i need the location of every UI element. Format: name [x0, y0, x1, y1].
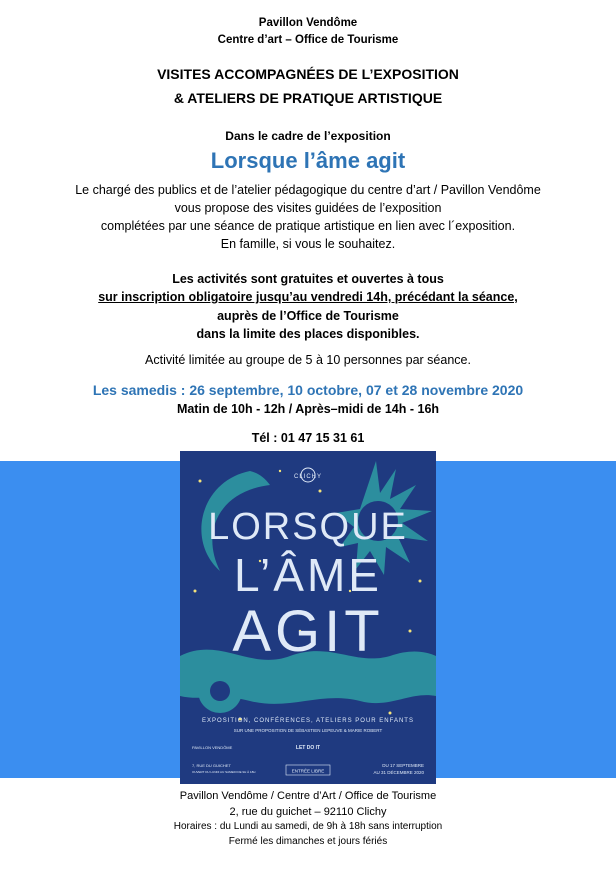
intro-line-3: complétées par une séance de pratique artistique en lien avec l´exposition. — [100, 219, 516, 233]
poster-title-line-1: LORSQUE — [208, 506, 408, 548]
footer-line-2: 2, rue du guichet – 92110 Clichy — [229, 806, 387, 818]
header-org: Pavillon Vendôme — [258, 17, 358, 29]
poster-venue-logo: PAVILLON VENDÔME — [192, 745, 233, 750]
title-line-2: & ATELIERS DE PRATIQUE ARTISTIQUE — [173, 90, 443, 106]
activities-registration: sur inscription obligatoire jusqu’au vendredi 14h, précédant la séance, — [98, 290, 518, 304]
poster-city-logo: CLICHY — [293, 474, 323, 480]
footer-line-3: Horaires : du Lundi au samedi, de 9h à 18h sans interruption — [173, 821, 443, 832]
activities-office: auprès de l’Office de Tourisme — [217, 309, 399, 323]
exhibition-name: Lorsque l’âme agit — [210, 148, 406, 173]
activities-limit: dans la limite des places disponibles. — [196, 327, 420, 341]
footer-line-1: Pavillon Vendôme / Centre d’Art / Office de Tourisme — [179, 790, 437, 802]
poster-tagline: EXPOSITION, CONFÉRENCES, ATELIERS POUR ENFANTS — [202, 718, 414, 724]
session-hours: Matin de 10h - 12h / Après–midi de 14h - 16h — [176, 402, 440, 416]
group-size: Activité limitée au groupe de 5 à 10 personnes par séance. — [145, 353, 471, 367]
phone-number: Tél : 01 47 15 31 61 — [251, 431, 365, 445]
activities-free: Les activités sont gratuites et ouvertes à tous — [172, 272, 444, 286]
session-dates: Les samedis : 26 septembre, 10 octobre, 07 et 28 novembre 2020 — [92, 382, 524, 398]
exhibition-poster — [180, 451, 436, 784]
poster-credit: SUR UNE PROPOSITION DE SÉBASTIEN LEPEUVE & MARIE ROBERT — [233, 728, 383, 733]
poster-title-line-2: L’ÂME — [234, 549, 382, 601]
exhibition-context: Dans le cadre de l’exposition — [225, 129, 391, 143]
footer-line-4: Fermé les dimanches et jours fériés — [228, 836, 388, 847]
header-subtitle: Centre d’art – Office de Tourisme — [217, 34, 399, 46]
title-line-1: VISITES ACCOMPAGNÉES DE L’EXPOSITION — [157, 66, 459, 82]
intro-line-2: vous propose des visites guidées de l’exposition — [174, 201, 442, 215]
intro-line-1: Le chargé des publics et de l’atelier pédagogique du centre d’art / Pavillon Vendôme — [75, 183, 541, 197]
intro-line-4: En famille, si vous le souhaitez. — [220, 237, 396, 251]
poster-address-1: 7, RUE DU GUICHET — [192, 763, 231, 768]
poster-entry: ENTRÉE LIBRE — [291, 768, 325, 774]
poster-title-line-3: AGIT — [232, 599, 384, 664]
poster-sponsor: LET DO IT — [295, 745, 321, 751]
poster-dates-1: DU 17 SEPTEMBRE — [382, 763, 424, 768]
poster-dates-2: AU 31 DÉCEMBRE 2020 — [373, 770, 424, 775]
poster-address-2: OUVERT DU LUNDI AU SAMEDI DE 9H À 18H — [192, 770, 256, 774]
